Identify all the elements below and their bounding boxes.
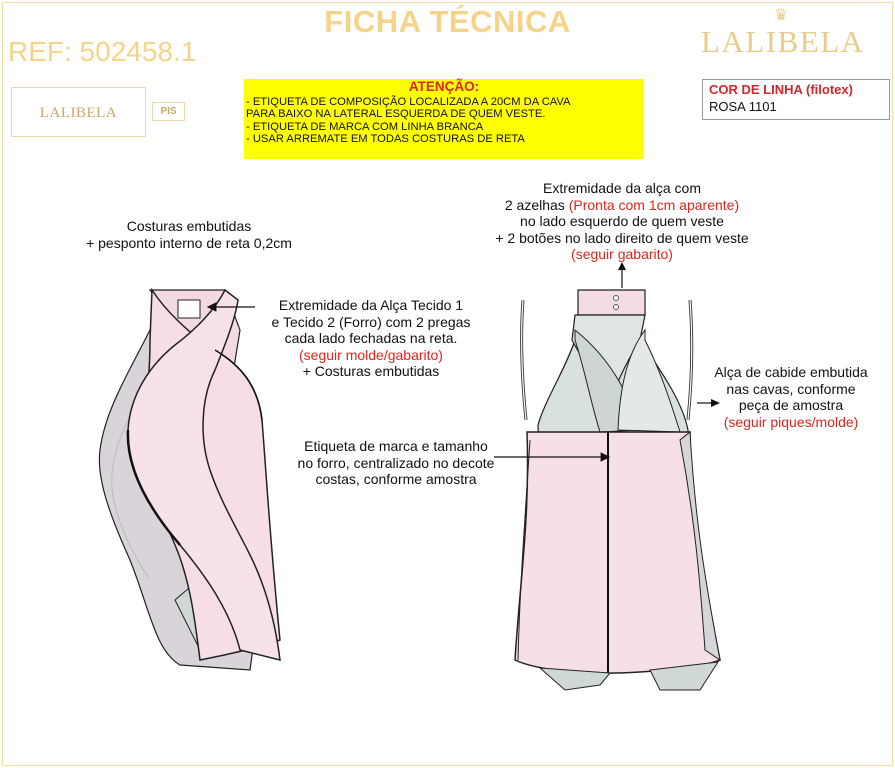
seams-note-line: Costuras embutidas [126, 218, 252, 234]
strap-front-line: cada lado fechadas na reta. [284, 330, 458, 347]
strap-back-line: Extremidade da alça com [543, 180, 701, 196]
hanger-line: nas cavas, conforme [726, 380, 856, 397]
strap-back-line2-text: 2 azelhas [504, 196, 569, 213]
strap-front-note [240, 297, 502, 380]
strap-back-line [472, 197, 772, 214]
strap-back-arrow-head [618, 262, 626, 270]
thread-color-title: COR DE LINHA (filotex) [709, 82, 853, 97]
pis-badge: PIS [152, 102, 185, 121]
page-title: FICHA TÉCNICA [324, 4, 571, 39]
label-back-note [280, 438, 512, 488]
bee-icon: ♛ [773, 7, 789, 24]
hanger-red: (seguir piques/molde) [723, 413, 859, 430]
hanger-line: peça de amostra [738, 397, 844, 414]
attention-title: ATENÇÃO: [408, 79, 480, 94]
strap-back-note [472, 180, 772, 263]
hanger-line: Alça de cabide embutida [714, 364, 868, 380]
label-back-line: costas, conforme amostra [315, 471, 477, 488]
thread-color-value: ROSA 1101 [709, 99, 777, 114]
strap-back-red: (seguir gabarito) [571, 246, 673, 263]
attention-line: - USAR ARREMATE EM TODAS COSTURAS DE RETA [246, 133, 525, 146]
label-back-line: Etiqueta de marca e tamanho [304, 438, 488, 454]
hanger-note [700, 364, 882, 430]
strap-front-last: + Costuras embutidas [302, 363, 440, 380]
strap-back-line2-red: (Pronta com 1cm aparente) [568, 196, 740, 213]
strap-front-line: Extremidade da Alça Tecido 1 [278, 297, 464, 313]
attention-line: - ETIQUETA DE MARCA COM LINHA BRANCA [246, 120, 484, 133]
strap-front-red: (seguir molde/gabarito) [299, 346, 443, 363]
strap-back-line: + 2 botões no lado direito de quem veste [495, 229, 749, 246]
strap-front-line: e Tecido 2 (Forro) com 2 pregas [271, 313, 471, 330]
garment-label: LALIBELA [11, 87, 146, 137]
seams-note-line: + pesponto interno de reta 0,2cm [86, 234, 292, 251]
brand-name: LALIBELA [701, 24, 865, 59]
label-back-line: no forro, centralizado no decote [297, 454, 495, 471]
strap-back-line: no lado esquerdo de quem veste [520, 213, 724, 230]
attention-line: - ETIQUETA DE COMPOSIÇÃO LOCALIZADA A 20CM DA CAVA [246, 96, 571, 108]
back-view-drawing [515, 290, 720, 690]
attention-line: PARA BAIXO NA LATERAL ESQUERDA DE QUEM VESTE. [246, 108, 546, 121]
reference-code: REF: 502458.1 [8, 36, 197, 67]
seams-note [80, 218, 298, 251]
